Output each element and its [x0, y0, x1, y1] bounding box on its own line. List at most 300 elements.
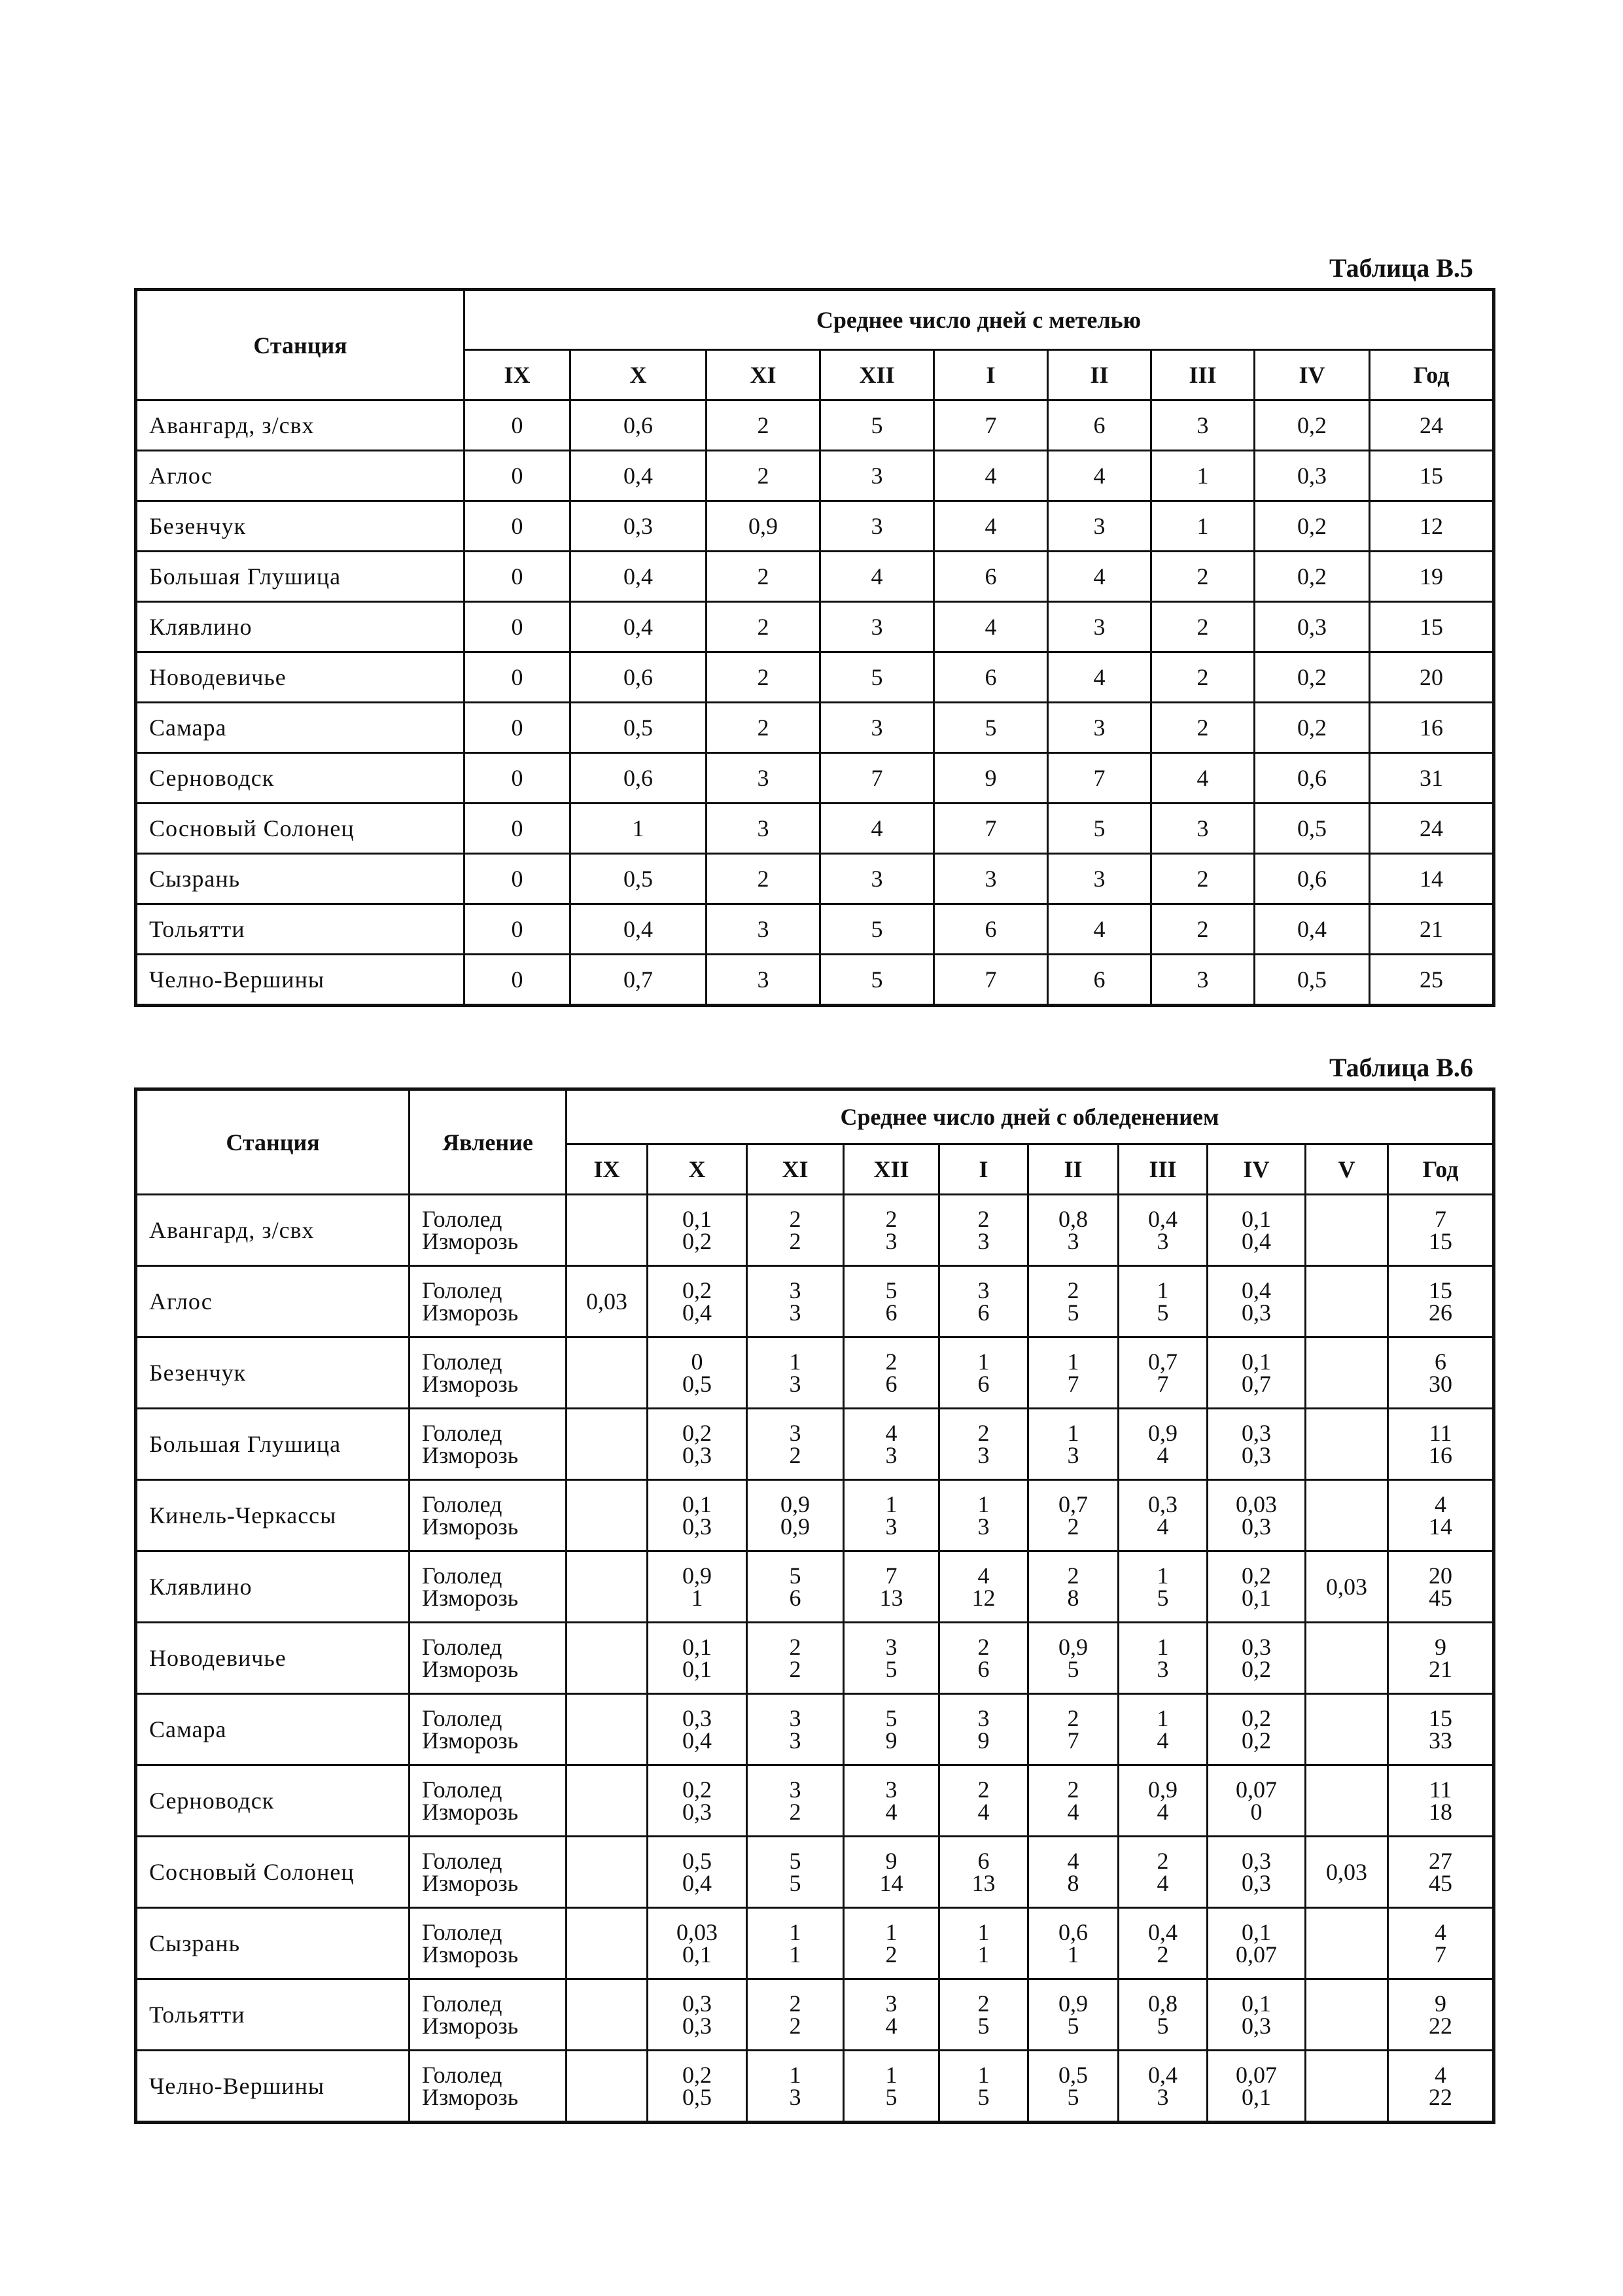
value-cell	[1208, 1765, 1306, 1837]
value-cell: 0,9	[707, 501, 820, 552]
value-cell	[939, 1694, 1028, 1765]
phenomenon-cell	[410, 1266, 567, 1337]
rime-value: 26	[1429, 1299, 1453, 1326]
rime-value: 0,7	[1242, 1371, 1271, 1397]
phenomenon-rime: Изморозь	[422, 1228, 519, 1254]
value-cell: 0,3	[1255, 602, 1370, 652]
rime-value: 8	[1067, 1585, 1079, 1611]
phenomenon-cell	[410, 1979, 567, 2051]
station-name: Авангард, з/свх	[136, 1195, 410, 1266]
station-name: Новодевичье	[136, 1623, 410, 1694]
value-cell	[1028, 1480, 1119, 1551]
glaze-value: 3	[977, 1277, 990, 1303]
rime-value: 4	[885, 1799, 898, 1825]
glaze-value: 15	[1429, 1705, 1453, 1731]
station-header: Станция	[136, 1089, 410, 1195]
rime-value: 3	[885, 1228, 898, 1254]
rime-value: 4	[1157, 1727, 1169, 1754]
value-cell	[939, 1908, 1028, 1979]
phenomenon-rime: Изморозь	[422, 1799, 519, 1825]
rime-value: 0,1	[682, 1941, 712, 1968]
value-cell: 0,5	[570, 703, 707, 753]
station-name: Сызрань	[136, 854, 464, 904]
rime-value: 0,3	[1242, 1442, 1271, 1468]
rime-value: 14	[1429, 1513, 1453, 1540]
glaze-value: 1	[885, 1491, 898, 1517]
phenomenon-cell	[410, 1837, 567, 1908]
value-cell: 2	[707, 602, 820, 652]
value-cell	[747, 1337, 844, 1409]
value-cell	[567, 1409, 648, 1480]
glaze-value: 27	[1429, 1848, 1453, 1874]
rime-value: 7	[1067, 1371, 1079, 1397]
glaze-value: 0,3	[1242, 1848, 1271, 1874]
value-cell: 6	[934, 552, 1048, 602]
value-cell: 0	[464, 501, 570, 552]
value-cell: 1	[1151, 501, 1255, 552]
rime-value: 0,9	[780, 1513, 810, 1540]
rime-value: 5	[789, 1870, 801, 1896]
glaze-value: 2	[977, 1206, 990, 1232]
value-cell: 20	[1370, 652, 1494, 703]
value-cell: 6	[934, 652, 1048, 703]
glaze-value: 1	[1157, 1277, 1169, 1303]
phenomenon-cell	[410, 1195, 567, 1266]
rime-value: 45	[1429, 1585, 1453, 1611]
value-cell	[939, 2051, 1028, 2123]
rime-value: 2	[885, 1941, 898, 1968]
value-cell	[747, 1409, 844, 1480]
value-cell	[747, 1765, 844, 1837]
rime-value: 9	[885, 1727, 898, 1754]
value-cell	[747, 1480, 844, 1551]
rime-value: 6	[789, 1585, 801, 1611]
value-cell: 0	[464, 955, 570, 1006]
value-cell	[1208, 2051, 1306, 2123]
table-row	[136, 1979, 1494, 2051]
value-cell	[1119, 1195, 1208, 1266]
glaze-value: 0,1	[1242, 1349, 1271, 1375]
rime-value: 1	[789, 1941, 801, 1968]
glaze-value: 1	[1067, 1420, 1079, 1446]
value-cell: 0	[464, 804, 570, 854]
rime-value: 5	[977, 2013, 990, 2039]
glaze-value: 15	[1429, 1277, 1453, 1303]
rime-value: 5	[1157, 1585, 1169, 1611]
glaze-value: 4	[885, 1420, 898, 1446]
glaze-value: 2	[1067, 1776, 1079, 1803]
station-name: Сосновый Солонец	[136, 1837, 410, 1908]
phenomenon-rime: Изморозь	[422, 1442, 519, 1468]
glaze-value: 6	[977, 1848, 990, 1874]
value-cell: 2	[707, 552, 820, 602]
rime-value: 6	[885, 1371, 898, 1397]
value-cell: 3	[820, 703, 934, 753]
blizzard-days-table	[134, 288, 1495, 1007]
rime-value: 21	[1429, 1656, 1453, 1682]
rime-value: 0,2	[1242, 1656, 1271, 1682]
glaze-value: 4	[1067, 1848, 1079, 1874]
phenomenon-glaze: Гололед	[422, 1990, 502, 2017]
rime-value: 1	[691, 1585, 703, 1611]
phenomenon-cell	[410, 1623, 567, 1694]
glaze-value: 2	[789, 1634, 801, 1660]
rime-value: 3	[885, 1442, 898, 1468]
station-name: Кинель-Черкассы	[136, 1480, 410, 1551]
table-row	[136, 1765, 1494, 1837]
value-cell: 0,4	[570, 904, 707, 955]
value-cell	[1306, 1337, 1388, 1409]
value-cell: 3	[707, 753, 820, 804]
rime-value: 0,3	[682, 1442, 712, 1468]
value-cell	[1388, 2051, 1494, 2123]
value-cell	[747, 1195, 844, 1266]
rime-value: 5	[885, 2084, 898, 2110]
value-cell	[1306, 1266, 1388, 1337]
value-cell	[567, 1623, 648, 1694]
value-cell: 24	[1370, 804, 1494, 854]
rime-value: 3	[1157, 1228, 1169, 1254]
rime-value: 2	[789, 2013, 801, 2039]
table-row	[136, 602, 1494, 652]
station-name: Челно-Вершины	[136, 955, 464, 1006]
value-cell: 5	[934, 703, 1048, 753]
value-cell: 12	[1370, 501, 1494, 552]
station-name: Тольятти	[136, 904, 464, 955]
rime-value: 0,5	[682, 1371, 712, 1397]
glaze-value: 0,03	[1236, 1491, 1277, 1517]
value-cell: 0	[464, 904, 570, 955]
rime-value: 5	[1067, 1299, 1079, 1326]
phenomenon-cell	[410, 1480, 567, 1551]
rime-value: 4	[1157, 1799, 1169, 1825]
value-cell	[1119, 1266, 1208, 1337]
phenomenon-glaze: Гололед	[422, 1420, 502, 1446]
value-cell: 4	[934, 602, 1048, 652]
value-cell: 16	[1370, 703, 1494, 753]
glaze-value: 1	[977, 2062, 990, 2088]
phenomenon-glaze: Гололед	[422, 1206, 502, 1232]
phenomenon-glaze: Гололед	[422, 1705, 502, 1731]
value-cell	[1306, 2051, 1388, 2123]
phenomenon-rime: Изморозь	[422, 1371, 519, 1397]
value-cell	[648, 1480, 747, 1551]
phenomenon-glaze: Гололед	[422, 1491, 502, 1517]
value-cell: 4	[820, 552, 934, 602]
value-cell	[1119, 2051, 1208, 2123]
value-cell	[648, 1979, 747, 2051]
station-name: Серноводск	[136, 753, 464, 804]
glaze-value: 1	[885, 2062, 898, 2088]
value-cell	[567, 1551, 648, 1623]
value-cell	[1306, 1195, 1388, 1266]
phenomenon-cell	[410, 1908, 567, 1979]
column-header: V	[1306, 1144, 1388, 1195]
value-cell	[844, 1337, 939, 1409]
value-cell: 0	[464, 400, 570, 451]
glaze-value: 1	[789, 1349, 801, 1375]
value-cell: 3	[1151, 955, 1255, 1006]
table-row	[136, 753, 1494, 804]
glaze-value: 0,3	[682, 1990, 712, 2017]
value-cell: 5	[820, 400, 934, 451]
phenomenon-rime: Изморозь	[422, 2013, 519, 2039]
value-cell	[567, 1480, 648, 1551]
value-cell: 15	[1370, 602, 1494, 652]
value-cell: 5	[1048, 804, 1151, 854]
value-cell: 4	[934, 451, 1048, 501]
column-header: II	[1028, 1144, 1119, 1195]
value-cell	[648, 1195, 747, 1266]
station-name: Авангард, з/свх	[136, 400, 464, 451]
rime-value: 4	[1157, 1442, 1169, 1468]
rime-value: 3	[1157, 2084, 1169, 2110]
glaze-value: 0,3	[1242, 1634, 1271, 1660]
value-cell: 2	[707, 703, 820, 753]
glaze-value: 0,4	[1148, 1919, 1178, 1945]
value-cell	[1208, 1694, 1306, 1765]
value-cell	[567, 1337, 648, 1409]
glaze-value: 0,7	[1058, 1491, 1088, 1517]
value-cell: 0	[464, 753, 570, 804]
rime-value: 22	[1429, 2013, 1453, 2039]
value-cell: 4	[1048, 652, 1151, 703]
glaze-value: 0,9	[1148, 1776, 1178, 1803]
value-cell: 5	[820, 955, 934, 1006]
value-cell: 0,4	[570, 602, 707, 652]
rime-value: 3	[789, 2084, 801, 2110]
rime-value: 0,3	[1242, 1870, 1271, 1896]
value-cell	[567, 1694, 648, 1765]
glaze-value: 1	[1067, 1349, 1079, 1375]
value-cell	[1119, 1623, 1208, 1694]
column-header: XI	[747, 1144, 844, 1195]
phenomenon-rime: Изморозь	[422, 1727, 519, 1754]
glaze-value: 2	[885, 1206, 898, 1232]
value-cell: 7	[1048, 753, 1151, 804]
column-header: IX	[567, 1144, 648, 1195]
glaze-value: 3	[789, 1705, 801, 1731]
phenomenon-rime: Изморозь	[422, 1870, 519, 1896]
rime-value: 0,3	[1242, 1513, 1271, 1540]
value-cell: 19	[1370, 552, 1494, 602]
glaze-value: 2	[885, 1349, 898, 1375]
value-cell	[1388, 1623, 1494, 1694]
value-cell	[844, 1979, 939, 2051]
glaze-value: 0,2	[682, 1277, 712, 1303]
table-row	[136, 501, 1494, 552]
glaze-value: 0,03	[676, 1919, 718, 1945]
rime-value: 8	[1067, 1870, 1079, 1896]
value-cell	[844, 1195, 939, 1266]
value-cell: 0,2	[1255, 501, 1370, 552]
rime-value: 22	[1429, 2084, 1453, 2110]
rime-value: 2	[1157, 1941, 1169, 1968]
rime-value: 2	[1067, 1513, 1079, 1540]
glaze-value: 0,3	[1148, 1491, 1178, 1517]
value-cell: 2	[1151, 602, 1255, 652]
glaze-value: 11	[1429, 1420, 1452, 1446]
value-cell: 21	[1370, 904, 1494, 955]
value-cell: 0	[464, 652, 570, 703]
value-cell	[648, 1908, 747, 1979]
rime-value: 5	[1157, 2013, 1169, 2039]
value-cell: 4	[820, 804, 934, 854]
glaze-value: 0,2	[1242, 1705, 1271, 1731]
value-cell	[844, 1266, 939, 1337]
value-cell: 0	[464, 854, 570, 904]
value-cell	[844, 1623, 939, 1694]
glaze-value: 1	[789, 2062, 801, 2088]
rime-value: 3	[1067, 1442, 1079, 1468]
rime-value: 4	[1067, 1799, 1079, 1825]
glaze-value: 11	[1429, 1776, 1452, 1803]
column-header: III	[1151, 350, 1255, 400]
value-cell: 9	[934, 753, 1048, 804]
value-cell	[939, 1266, 1028, 1337]
value-cell	[1388, 1480, 1494, 1551]
value-cell	[1028, 1765, 1119, 1837]
value-cell	[1388, 1694, 1494, 1765]
table-row	[136, 1409, 1494, 1480]
value-cell	[1388, 1337, 1494, 1409]
glaze-value: 0,9	[1058, 1990, 1088, 2017]
value-cell	[939, 1623, 1028, 1694]
glaze-value: 0,4	[1242, 1277, 1271, 1303]
value-cell: 3	[1048, 602, 1151, 652]
phenomenon-glaze: Гололед	[422, 1349, 502, 1375]
rime-value: 4	[1157, 1870, 1169, 1896]
glaze-value: 9	[1435, 1634, 1447, 1660]
glaze-value: 0,4	[1148, 2062, 1178, 2088]
value-cell	[1388, 1765, 1494, 1837]
value-cell	[567, 2051, 648, 2123]
value-cell: 6	[1048, 400, 1151, 451]
value-cell	[1306, 1765, 1388, 1837]
value-cell	[747, 1694, 844, 1765]
value-cell	[1388, 1409, 1494, 1480]
glaze-value: 0,3	[1242, 1420, 1271, 1446]
glaze-value: 1	[977, 1349, 990, 1375]
value-cell: 3	[1048, 703, 1151, 753]
value-cell	[844, 1551, 939, 1623]
station-name: Сосновый Солонец	[136, 804, 464, 854]
rime-value: 5	[1157, 1299, 1169, 1326]
value-cell	[1306, 1908, 1388, 1979]
column-header: Год	[1388, 1144, 1494, 1195]
value-cell: 2	[707, 400, 820, 451]
value-cell: 1	[1151, 451, 1255, 501]
value-cell	[747, 1908, 844, 1979]
value-cell: 0,03	[1306, 1551, 1388, 1623]
value-cell	[1028, 1266, 1119, 1337]
value-cell: 7	[820, 753, 934, 804]
phenomenon-glaze: Гололед	[422, 1919, 502, 1945]
table-row	[136, 1551, 1494, 1623]
value-cell: 0,6	[570, 400, 707, 451]
value-cell	[1388, 1551, 1494, 1623]
rime-value: 0,3	[682, 2013, 712, 2039]
value-cell: 3	[1048, 854, 1151, 904]
value-cell: 0,2	[1255, 652, 1370, 703]
rime-value: 4	[885, 2013, 898, 2039]
value-cell	[567, 1837, 648, 1908]
value-cell	[1028, 1694, 1119, 1765]
value-cell	[939, 1195, 1028, 1266]
rime-value: 0,4	[682, 1870, 712, 1896]
table-row	[136, 1623, 1494, 1694]
glaze-value: 7	[1435, 1206, 1447, 1232]
value-cell: 3	[707, 904, 820, 955]
value-cell: 24	[1370, 400, 1494, 451]
rime-value: 0,3	[1242, 1299, 1271, 1326]
value-cell	[1119, 1480, 1208, 1551]
table-row	[136, 703, 1494, 753]
value-cell: 2	[1151, 854, 1255, 904]
value-cell	[1028, 1551, 1119, 1623]
value-cell: 2	[1151, 904, 1255, 955]
value-cell: 3	[1048, 501, 1151, 552]
rime-value: 3	[977, 1228, 990, 1254]
rime-value: 0,4	[682, 1299, 712, 1326]
value-cell	[648, 1266, 747, 1337]
glaze-value: 0,7	[1148, 1349, 1178, 1375]
glaze-value: 0,1	[1242, 1919, 1271, 1945]
value-cell	[1208, 1623, 1306, 1694]
rime-value: 0,1	[682, 1656, 712, 1682]
value-cell: 0,6	[570, 652, 707, 703]
station-name: Безенчук	[136, 1337, 410, 1409]
value-cell	[567, 1908, 648, 1979]
column-header: II	[1048, 350, 1151, 400]
phenomenon-glaze: Гололед	[422, 1776, 502, 1803]
rime-value: 6	[977, 1656, 990, 1682]
column-header: X	[570, 350, 707, 400]
phenomenon-cell	[410, 1765, 567, 1837]
phenomenon-header: Явление	[410, 1089, 567, 1195]
value-cell: 2	[1151, 552, 1255, 602]
value-cell	[648, 1694, 747, 1765]
rime-value: 2	[789, 1228, 801, 1254]
value-cell	[648, 1337, 747, 1409]
value-cell: 3	[1151, 804, 1255, 854]
glaze-value: 0,5	[682, 1848, 712, 1874]
phenomenon-glaze: Гололед	[422, 1277, 502, 1303]
value-cell: 3	[707, 804, 820, 854]
glaze-value: 1	[885, 1919, 898, 1945]
glaze-value: 1	[977, 1491, 990, 1517]
glaze-value: 1	[977, 1919, 990, 1945]
rime-value: 16	[1429, 1442, 1453, 1468]
rime-value: 0,4	[1242, 1228, 1271, 1254]
value-cell: 0,5	[1255, 804, 1370, 854]
value-cell: 0,6	[570, 753, 707, 804]
rime-value: 13	[879, 1585, 903, 1611]
table-row	[136, 955, 1494, 1006]
glaze-value: 0,3	[682, 1705, 712, 1731]
value-cell	[1306, 1623, 1388, 1694]
glaze-value: 7	[885, 1563, 898, 1589]
rime-value: 0,1	[1242, 1585, 1271, 1611]
rime-value: 6	[977, 1371, 990, 1397]
value-cell	[939, 1551, 1028, 1623]
value-cell: 0,3	[1255, 451, 1370, 501]
glaze-value: 1	[1157, 1705, 1169, 1731]
table-row	[136, 904, 1494, 955]
glaze-value: 0,2	[682, 2062, 712, 2088]
group-header: Среднее число дней с метелью	[464, 290, 1494, 350]
value-cell: 0,2	[1255, 552, 1370, 602]
